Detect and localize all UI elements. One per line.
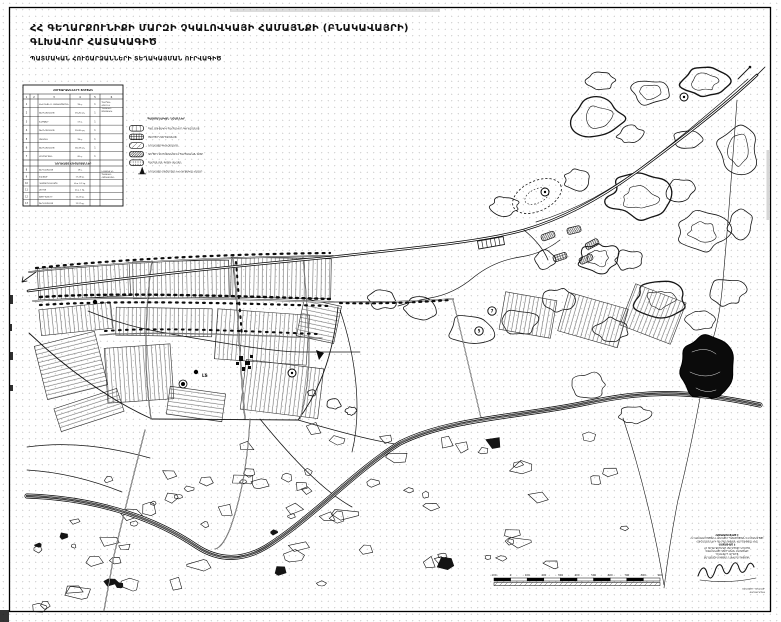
map-line (316, 350, 324, 360)
building-block (236, 362, 239, 365)
scale-segment (610, 578, 627, 581)
contour-blob (605, 173, 672, 220)
table-cell: Ք.ա. 2-1 հզ. (74, 183, 86, 185)
table-cell: 9 (25, 175, 28, 179)
edge-smudge (9, 324, 12, 331)
marker-dot (544, 191, 546, 193)
map-line (757, 67, 765, 75)
rock-outline (386, 453, 407, 463)
legend-item (130, 160, 183, 166)
table-cell: 1 (94, 137, 96, 141)
signature-underline (700, 578, 756, 582)
parcel-strip-rect (133, 260, 230, 299)
legend-item-label: ՊԵՏ. ՑՈՒՑԱԿՈՎ ՊԱՀՊԱՆՎՈՂ ԳԵՐԵԶՄԱՆՈՑ (148, 127, 200, 131)
rock-outline (288, 542, 309, 552)
rock-outline (359, 545, 373, 554)
contour-blob (685, 311, 716, 330)
table-cell: Ք.ա. 1 հզ. (75, 189, 85, 192)
rock-outline (130, 521, 138, 526)
scale-segment (627, 578, 644, 581)
legend-item (130, 151, 204, 157)
contour-blob (679, 210, 732, 252)
pond (345, 407, 357, 416)
building-block (245, 361, 250, 365)
table-col-number: 6 (110, 96, 113, 99)
marker-number: 7 (490, 308, 494, 314)
rock-outline (319, 512, 335, 521)
contour-blob (692, 73, 719, 90)
contour-blob (367, 290, 396, 309)
parcel-strip-rect (39, 302, 113, 335)
table-cell: 19-20 դդ. (74, 130, 86, 133)
rock-outline (174, 495, 182, 499)
table-cell: 1 (94, 129, 96, 133)
cemetery-symbol (566, 225, 581, 235)
legend-item-label: ՊԱՀՊԱՆՄԱՆ ԳՈՏՈՒ ՍԱՀՄԱՆ (148, 161, 182, 165)
rock-outline (437, 557, 454, 570)
rock-outline (603, 468, 618, 477)
monument-marker (194, 370, 208, 379)
scale-segment (577, 578, 594, 581)
table-col-number: 1 (25, 96, 28, 99)
parcel-strip-rect (166, 386, 225, 422)
table-cell: 12 (25, 195, 28, 199)
marker-dot (683, 96, 685, 98)
monument-marker (541, 188, 549, 196)
rock-outline (71, 544, 76, 548)
legend-symbol (130, 134, 144, 140)
table-cell: ԽԱՉՔԱՐ (39, 121, 49, 124)
rock-outline (184, 486, 194, 492)
contour-blob (640, 85, 661, 99)
table-cell: 19 դ. (77, 138, 83, 141)
map-subtitle: ՊԱՏՄԱԿԱՆ ՀՈՒՇԱՐՁԱՆՆԵՐԻ ՏԵՂԱԿԱՅՄԱՆ ՈՒՐՎԱԳԻԾ (30, 55, 222, 63)
monument-list-table (23, 85, 123, 206)
contour-blob (571, 97, 626, 137)
scale-bar (492, 573, 663, 586)
table-cell: 17-18 դդ. (75, 176, 85, 179)
scale-label: 0 (509, 573, 512, 577)
credits-block (742, 588, 765, 595)
table-cell: 12-13 դդ. (75, 196, 85, 199)
parcel-strip (231, 257, 332, 299)
table-cell: ԴԱՄԲԱՐԱՆԱԴԱՇՏ (39, 183, 58, 185)
rock-outline (329, 511, 344, 523)
rock-outline (70, 519, 80, 525)
rock-outline (422, 491, 428, 498)
scale-label: 500 (591, 573, 597, 577)
scale-label: 200 (541, 573, 547, 577)
monument-marker (179, 380, 187, 388)
table-cell: 1 (94, 146, 96, 150)
legend-item (130, 134, 177, 140)
map-title-line1: ՀՀ ԳԵՂԱՐՔՈՒՆԻՔԻ ՄԱՐԶԻ ՉԿԱԼՈՎԿԱՅԻ ՀԱՄԱՅՆՔԻ (ԲՆԱԿԱՎԱՅՐԻ) (30, 23, 409, 34)
legend-symbol (130, 160, 144, 166)
rock-outline (218, 504, 232, 515)
rock-outline (423, 503, 440, 511)
approval-line: ՉԿԱԼՈՎԿԱՅԻ ԳՅՈՒՂԱԿԱՆ ՀԱՄԱՅՆՔԻ (705, 550, 749, 553)
monument-marker (93, 300, 97, 304)
scale-label: 900 (657, 573, 663, 577)
table-col-number: 3 (53, 96, 55, 99)
pond (327, 399, 341, 409)
rock-outline (510, 461, 532, 474)
parcel-strip-rect (620, 284, 686, 344)
table-cell: 1 (94, 120, 96, 124)
table-note: ՊԱՀՊԱՆ- (101, 102, 111, 104)
monument-marker (488, 307, 496, 315)
rock-outline (332, 509, 359, 520)
rock-outline (478, 448, 488, 454)
table-cell: ԳԵՐԵԶՄԱՆՈՑ (39, 112, 55, 115)
table-cell: ԵԿԵՂԵՑԻ Ս. ԱՍՏՎԱԾԱԾԻՆ (39, 103, 70, 106)
rock-outline (163, 471, 177, 480)
rock-outline (201, 522, 209, 528)
rock-outline (143, 502, 156, 515)
legend-item (139, 168, 203, 174)
parcel-strip-rect (499, 292, 557, 338)
approval-line: ՀՈՒՇԱՐՁԱՆՆԵՐԻ ՊԱՀՊԱՆՈՒԹՅԱՆ ՎԱՐՉՈՒԹՅԱՆ ՀԵՏ (696, 540, 758, 544)
building-block (242, 367, 245, 371)
contour-blob (679, 67, 731, 96)
table-note: ԵՆԹԱԿԱ ԵՆ (101, 171, 114, 173)
rock-outline (485, 555, 491, 559)
contour-blob (572, 372, 605, 398)
building-block (248, 366, 251, 369)
scale-segment (511, 578, 528, 581)
parcel-strip (240, 359, 324, 418)
contour-blob (631, 81, 670, 105)
rock-outline (187, 560, 211, 572)
marker-dot (194, 370, 198, 374)
building-block (239, 356, 243, 361)
table-cell: ԳՅՈՒՂԱՏԵՂԻ (39, 196, 53, 199)
building-block (250, 355, 253, 358)
rock-outline (240, 441, 254, 449)
approval-block (690, 534, 764, 559)
rock-outline (543, 561, 558, 569)
rock-outline (86, 557, 104, 567)
rock-outline (496, 556, 507, 562)
rock-outline (528, 492, 548, 503)
cemetery-symbol-rect (540, 231, 555, 242)
marker-dot (93, 300, 97, 304)
rock-outline (423, 556, 435, 567)
contour-blob (489, 197, 519, 217)
cemetery-symbol (540, 231, 555, 242)
table-cell: ԳԵՐԵԶՄԱՆՈՑ (39, 169, 54, 172)
scan-streak (230, 9, 440, 12)
signature-scrawl (698, 563, 754, 578)
contour-blob (710, 280, 747, 307)
rock-outline (104, 476, 113, 483)
legend-symbol (130, 151, 144, 157)
scale-label: 600 (607, 573, 613, 577)
legend-symbol (130, 143, 144, 149)
rock-outline (329, 436, 345, 446)
legend-item (130, 126, 200, 132)
approval-line: ՔԱՂԱՔԱՇԻՆՈՒԹՅԱՆ ՆԱԽԱՐԱՐՈՒԹՅՈՒՆ (703, 556, 751, 560)
rock-outline (505, 530, 521, 538)
parcel-strip-rect (240, 359, 324, 418)
table-cell: ԳԵՐԵԶՄԱՆՈՑ (39, 147, 55, 150)
scale-segment (594, 578, 611, 581)
legend-item-label: ՉԳՈՐԾՈՂ ԳԵՐԵԶՄԱՆՈՑ (148, 135, 177, 139)
rock-outline (302, 487, 312, 495)
scale-segment (527, 578, 544, 581)
table-cell: 1 (94, 111, 96, 115)
legend-item-label: ՆՈՐԱՀԱՅՏ ՀՈՒՇԱՐՁԱՆ ԵՎ ՀԵՐԹԱԿԱՆ ՀԱՄԱՐ (148, 170, 203, 174)
cemetery-symbol-rect (584, 238, 599, 250)
table-cell: 18-19 դդ. (74, 147, 86, 150)
contour-blob (727, 209, 752, 240)
contour-blob (623, 186, 659, 208)
table-cell: 3 (25, 120, 28, 124)
table-cell: 1 (25, 102, 28, 106)
rock-outline (119, 544, 130, 550)
scale-segment (494, 578, 511, 581)
dark-hill-blob (680, 335, 733, 399)
approval-line: ՀՀ ԿԱՌԱՎԱՐՈՒԹՅԱՆՆ ԱՌԸՆԹԵՐ ՊԱՏՄՈՒԹՅԱՆ ԵՎ ՄՇԱԿՈՒՅԹԻ (690, 537, 764, 541)
table-note: ՎՈՒՄ ԵՆ (101, 105, 111, 107)
map-line (664, 398, 700, 588)
credit-line: ՆԱԽԱԳԾԻ ՂԵԿԱՎԱՐ (742, 588, 765, 591)
map-line (340, 310, 357, 452)
rock-outline (583, 432, 596, 442)
table-cell: 20 դ. (77, 156, 83, 159)
contour-blob (564, 169, 589, 191)
table-cell: ՄԱՏՈՒՌ (39, 138, 48, 141)
table-note: ՑՈՒՑԱԿՈՎ (101, 111, 113, 113)
map-line (536, 79, 748, 222)
rock-outline (288, 514, 296, 519)
map-line (25, 75, 757, 291)
rock-outline (109, 558, 121, 564)
scale-band (494, 583, 660, 586)
parcel-strip-rect (558, 292, 629, 348)
cemetery-symbol-rect (552, 252, 567, 263)
table-cell: 2 (25, 111, 28, 115)
table-cell: ԱՄՐՈՑ (39, 189, 47, 192)
marker-dot (181, 382, 185, 386)
marker-dot (291, 372, 293, 374)
map-title-line2: ԳԼԽԱՎՈՐ ՀԱՏԱԿԱԳԻԾ (30, 37, 158, 48)
table-cell: 1 (94, 102, 96, 106)
scale-segment (544, 578, 561, 581)
table-cell: 17 դ. (77, 121, 83, 124)
scale-segment (643, 578, 660, 581)
legend-symbol (130, 126, 144, 132)
approval-line: ՂԵԿԱՎԱՐԻ ԿՈՂՄԻՑ (715, 553, 739, 557)
table-note: ՊԵՏԱԿԱՆ (101, 174, 112, 176)
contour-blob (618, 407, 652, 424)
table-cell: 10 (25, 182, 28, 185)
edge-smudge (9, 295, 13, 304)
signs-legend-title: ՊԱՅՄԱՆԱԿԱՆ ՆՇԱՆՆԵՐ (147, 116, 185, 121)
rock-outline (281, 473, 291, 482)
marker-number: 5 (477, 328, 481, 334)
legend-item (130, 143, 179, 149)
scale-label: 700 (624, 573, 630, 577)
table-cell: 12-17 դդ. (75, 203, 85, 205)
contour-blob (687, 222, 716, 243)
map-line (25, 75, 757, 291)
west-arrow (22, 272, 36, 282)
edge-smudge (9, 352, 13, 360)
table-cell: 1 (94, 155, 96, 159)
table-cell: ԽԱՉՔԱՐ (39, 176, 48, 179)
scale-label: 100 (491, 573, 497, 577)
scan-edge-streak (767, 150, 770, 220)
approval-line: ՀՀ ԳԵՂԱՐՔՈՒՆԻՔԻ ՄԱՐԶՊԵՏԻ ԿՈՂՄԻՑ (704, 546, 750, 550)
parcel-strip (34, 331, 107, 399)
obelisk-icon (139, 168, 146, 174)
cemetery-symbol (552, 252, 567, 263)
table-cell: 11 (25, 188, 28, 192)
table-cell: 13 (25, 202, 28, 205)
table-cell: 6 (25, 146, 28, 150)
rock-outline (404, 488, 414, 493)
edge-smudge (10, 385, 13, 391)
parcel-strip (499, 292, 557, 338)
contour-blob (449, 316, 495, 344)
map-line (398, 240, 560, 306)
rock-outline (275, 567, 286, 576)
north-mark (749, 66, 752, 69)
map-line (215, 419, 250, 549)
rock-outline (455, 442, 468, 453)
signs-legend (130, 117, 204, 174)
dashed-enclosure (507, 171, 567, 220)
legend-item-label: ԳՈՐԾՈՂ ԳԵՐԵԶՄԱՆՈՑ ԵՎ ՊԱՀՊԱՆԱԿԱՆ ԳՈՏԻ (148, 153, 204, 157)
approval-line: ՀԱՄԱՁԱՅՆԵՑՎԱԾ Է (715, 534, 739, 537)
cemetery-symbol (584, 238, 599, 250)
contour-blob (728, 134, 749, 166)
map-line (453, 300, 482, 422)
table-note: ՀԱՇՎԱՌՄԱՆ (101, 177, 115, 179)
monument-marker (475, 327, 483, 335)
monument-marker (288, 369, 296, 377)
rock-outline (271, 530, 278, 535)
parcel-strip (620, 284, 686, 344)
table-col-number: 5 (94, 96, 96, 99)
rock-outline (441, 436, 453, 448)
table-cell: ԳԵՐԵԶՄԱՆՈՑ (39, 130, 55, 133)
contour-blob (585, 72, 616, 90)
rock-outline (367, 479, 380, 487)
monument-markers-layer (93, 93, 688, 388)
table-cell: 4 (25, 129, 28, 133)
rock-outline (170, 577, 182, 590)
table-cell: 8 (25, 168, 28, 172)
scale-label: 300 (557, 573, 563, 577)
contour-blob (717, 125, 757, 175)
table-col-number: 4 (79, 96, 81, 99)
map-line (623, 418, 664, 585)
table-section-title: ՆՈՐԱՀԱՅՏ ՀՈՒՇԱՐՁԱՆՆԵՐ (54, 162, 92, 166)
parcel-strip (133, 260, 230, 299)
map-line (215, 419, 250, 549)
table-col-number: 2 (33, 96, 35, 99)
scale-label: 100 (524, 573, 530, 577)
approval-line: ՀԱՍՏԱՏՎԱԾ Է (718, 543, 736, 547)
marker-label: ԼՏ (202, 374, 208, 379)
dashed-enclosure-inner (522, 184, 551, 208)
parcel-strip (166, 386, 225, 422)
parcel-strip (39, 302, 113, 335)
map-line (27, 470, 122, 492)
table-cell: 19 դ. (77, 103, 83, 106)
scan-corner-mark (0, 610, 9, 622)
table-title: ՀՈՒՇԱՐՁԱՆՆԵՐԻ ՑՈՒՑԱԿ (53, 88, 93, 92)
scale-label: 400 (574, 573, 580, 577)
rock-outline (591, 476, 601, 485)
table-cell: 5 (25, 137, 28, 141)
map-line (27, 445, 150, 458)
table-cell: 19-20 դդ. (74, 112, 86, 115)
rock-outline (60, 533, 68, 540)
map-line (738, 67, 750, 79)
table-cell: ՀՈՒՇԱՐՁԱՆ (39, 156, 53, 159)
parcel-strip-rect (34, 331, 107, 399)
table-note: ՊԵՏԱԿԱՆ (101, 108, 112, 110)
contour-blob (586, 106, 613, 129)
scale-segment (560, 578, 577, 581)
rock-outline (286, 503, 304, 514)
credit-line: ՃԱՐՏԱՐԱՊԵՏ (749, 592, 765, 595)
scale-label: 800 (640, 573, 646, 577)
rock-outline (620, 526, 628, 531)
legend-item-label: ՆՈՐԱՀԱՅՏ ԳԵՐԵԶՄԱՆՈՑ (148, 144, 178, 148)
monument-marker (680, 93, 688, 101)
rock-outline (316, 581, 326, 586)
table-cell: 19 դ. (77, 169, 83, 172)
contour-blob (616, 125, 644, 143)
rock-outline (305, 468, 313, 475)
parcel-strip-rect (231, 257, 332, 299)
table-cell: ԳԵՐԵԶՄԱՆՈՑ (39, 203, 54, 205)
cemetery-symbol-rect (566, 225, 581, 235)
parcel-strip (558, 292, 629, 348)
rock-outline (200, 477, 214, 486)
table-cell: 7 (25, 155, 28, 159)
rock-outline (486, 438, 500, 449)
rock-outline (251, 479, 269, 489)
